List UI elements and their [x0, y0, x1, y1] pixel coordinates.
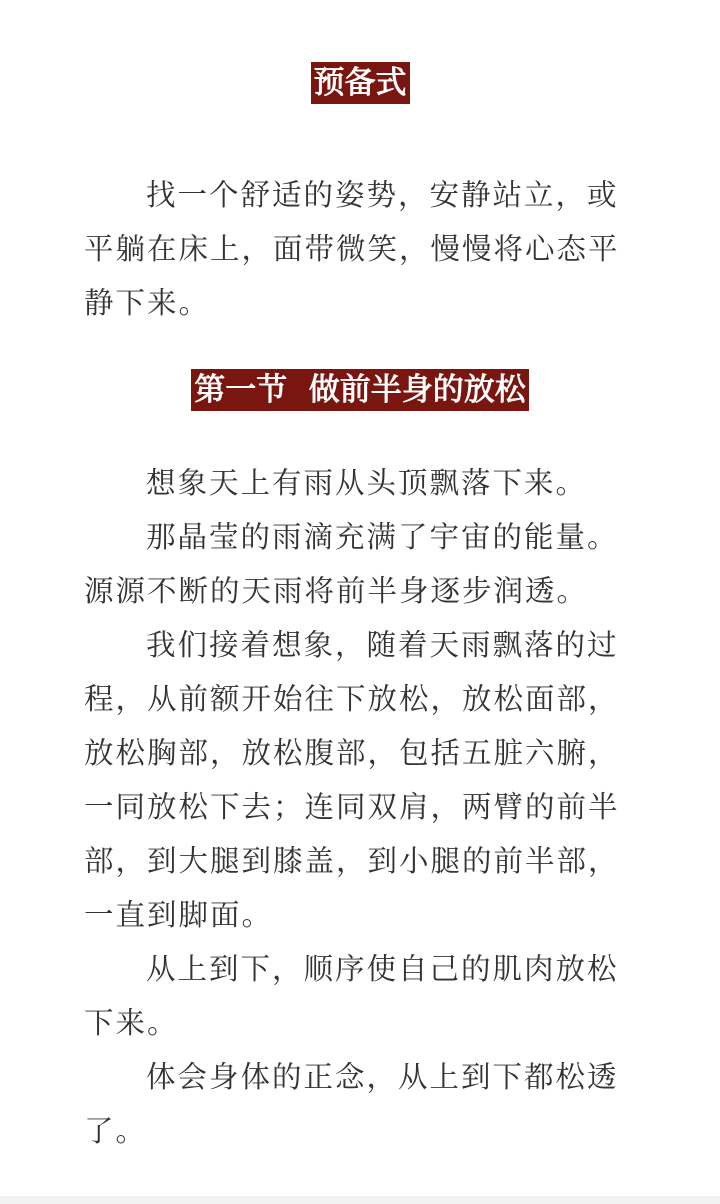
section-prep-body: 找一个舒适的姿势，安静站立，或平躺在床上，面带微笑，慢慢将心态平静下来。 — [84, 178, 620, 320]
bottom-divider — [0, 1196, 720, 1204]
section-prep-heading — [0, 62, 720, 104]
paragraph: 我们接着想象，随着天雨飘落的过程，从前额开始往下放松，放松面部，放松胸部，放松腹部，包括五脏六腑，一同放松下去；连同双肩，两臂的前半部，到大腿到膝盖，到小腿的前半部，一直到脚面。 — [84, 628, 620, 932]
section-prep-title: 预备式 — [311, 62, 410, 104]
paragraph: 体会身体的正念，从上到下都松透了。 — [84, 1060, 619, 1148]
paragraph: 那晶莹的雨滴充满了宇宙的能量。源源不断的天雨将前半身逐步润透。 — [84, 520, 619, 608]
paragraph: 想象天上有雨从头顶飘落下来。 — [146, 466, 588, 500]
section-one-title: 第一节 做前半身的放松 — [191, 369, 529, 411]
paragraph: 从上到下，顺序使自己的肌肉放松下来。 — [84, 952, 619, 1040]
section-one-heading — [0, 369, 720, 411]
